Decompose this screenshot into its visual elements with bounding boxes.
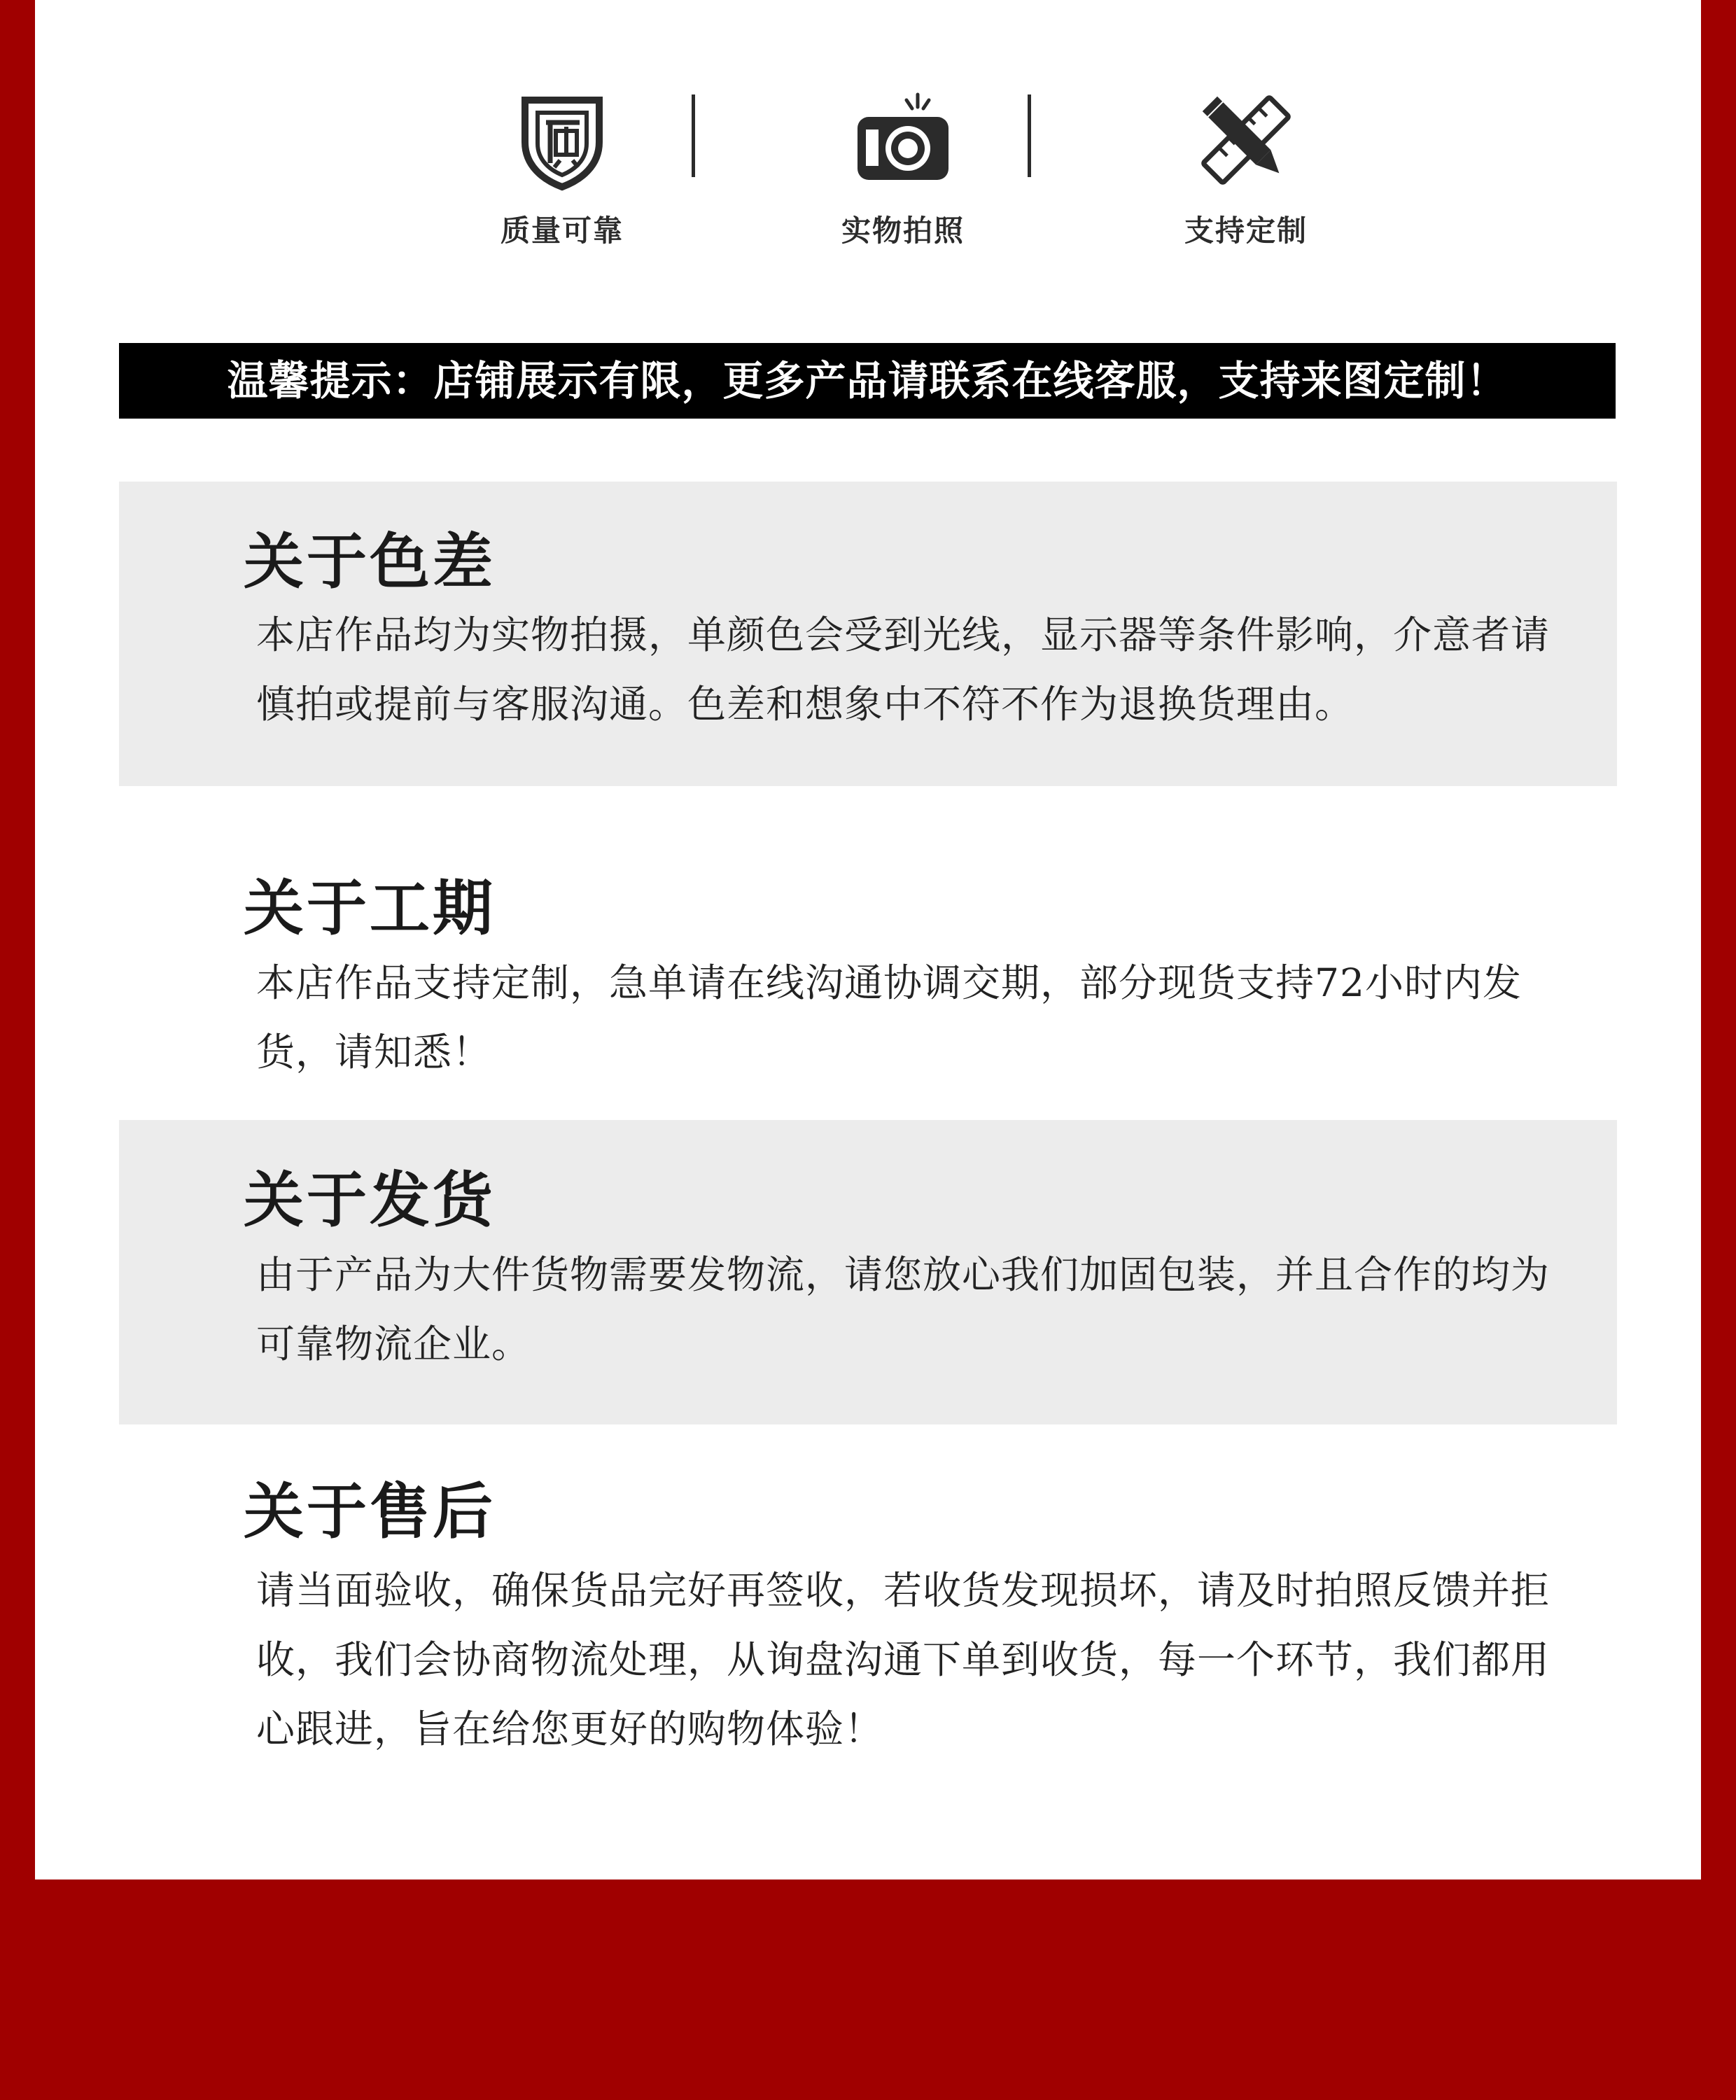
design-tools-icon (1194, 88, 1298, 192)
feature-label-photo: 实物拍照 (841, 214, 965, 248)
info-card (35, 0, 1701, 1879)
feature-label-custom: 支持定制 (1184, 214, 1308, 248)
feature-custom (1134, 88, 1358, 250)
section-color-difference (119, 482, 1617, 786)
divider (1028, 94, 1031, 177)
quality-badge-icon (510, 88, 615, 192)
section-after-sales (119, 1442, 1617, 1806)
feature-quality (450, 88, 674, 250)
section-shipping (119, 1120, 1617, 1424)
divider (692, 94, 695, 177)
section-title: 关于色差 (244, 526, 496, 597)
camera-icon (850, 88, 955, 192)
section-body: 请当面验收，确保货品完好再签收，若收货发现损坏，请及时拍照反馈并拒收，我们会协商物流处理，从询盘沟通下单到收货，每一个环节，我们都用心跟进，旨在给您更好的购物体验！ (256, 1568, 1550, 1751)
section-title: 关于售后 (244, 1476, 496, 1547)
notice-banner: 温馨提示：店铺展示有限，更多产品请联系在线客服，支持来图定制！ (119, 343, 1616, 419)
section-body: 由于产品为大件货物需要发物流，请您放心我们加固包装，并且合作的均为可靠物流企业。 (256, 1252, 1550, 1366)
feature-photo (791, 88, 1015, 250)
section-body: 本店作品支持定制，急单请在线沟通协调交期，部分现货支持72小时内发货，请知悉！ (256, 960, 1522, 1074)
section-title: 关于发货 (244, 1165, 496, 1236)
section-lead-time (119, 808, 1617, 1102)
section-body: 本店作品均为实物拍摄，单颜色会受到光线，显示器等条件影响，介意者请慎拍或提前与客服沟通。色差和想象中不符不作为退换货理由。 (256, 612, 1550, 727)
feature-label-quality: 质量可靠 (500, 214, 624, 248)
section-title: 关于工期 (244, 873, 496, 944)
